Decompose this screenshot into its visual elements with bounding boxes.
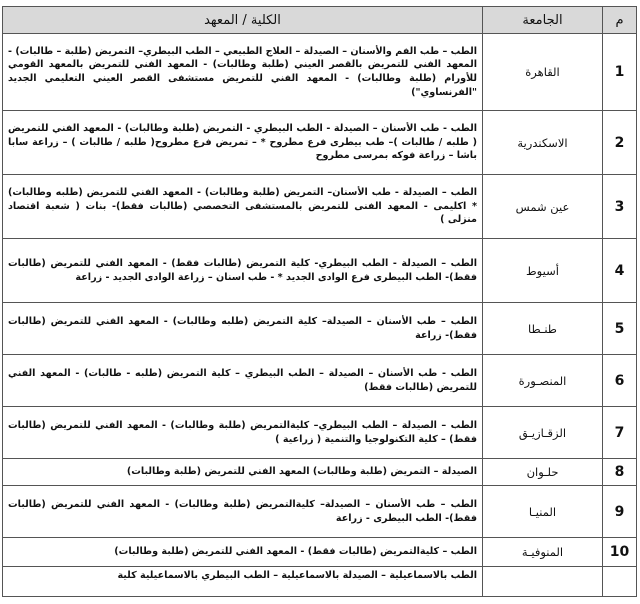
faculty-list: الصيدلة – التمريض (طلبة وطالبات) المعهد الفني للتمريض (طلبة وطالبات) — [3, 459, 483, 486]
table-row — [3, 111, 637, 175]
faculty-list: الطب – الصيدلة - الطب البيطري- كلية التمريض (طالبات فقط) - المعهد الفني للتمريض (طالبات فقط)- الطب البيطرى فرع الوادى الجديد * - طب اسنان – زراعة الوادى الجديد - زراعة — [3, 239, 483, 303]
faculty-list: الطب – طب الأسنان – الصيدلة– كليةالتمريض (طلبة وطالبات) - المعهد الفني للتمريض (طالبات فقط)- الطب البيطرى - زراعة — [3, 486, 483, 538]
university-name: الزقـازيـق — [483, 407, 603, 459]
row-number — [603, 567, 637, 597]
table-row — [3, 303, 637, 355]
faculty-list: الطب – طب الأسنان – الصيدلة– كلية التمريض (طلبه وطالبات) - المعهد الفني للتمريض (طالبات فقط)- زراعة — [3, 303, 483, 355]
table-row — [3, 175, 637, 239]
header-row — [3, 7, 637, 34]
faculty-list: الطب – الصيدلة – الطب البيطري– كليةالتمريض (طلبة وطالبات) - المعهد الفني للتمريض (طالبات فقط) – كلية التكنولوجيا والتنمية ( زراعية ) — [3, 407, 483, 459]
university-name: المنصـورة — [483, 355, 603, 407]
header-num: م — [603, 7, 637, 34]
row-number: 5 — [603, 303, 637, 355]
header-faculties: الكلية / المعهد — [3, 7, 483, 34]
row-number: 7 — [603, 407, 637, 459]
table-row — [3, 34, 637, 111]
university-name: القاهرة — [483, 34, 603, 111]
row-number: 4 — [603, 239, 637, 303]
university-name: الاسكندرية — [483, 111, 603, 175]
faculty-list: الطب – الصيدلة - طب الأسنان– التمريض (طلبة وطالبات) - المعهد الفني للتمريض (طلبه وطالبات) * اكليمى - المعهد الفنى للتمريض بالمستشفى التخصصي (طالبات فقط)- بنات ( شعبة اقتصاد منزلى ) — [3, 175, 483, 239]
row-number: 3 — [603, 175, 637, 239]
faculty-list: الطب بالاسماعيلية – الصيدلة بالاسماعيلية – الطب البيطري بالاسماعيلية كلية — [3, 567, 483, 597]
university-name — [483, 567, 603, 597]
faculty-list: الطب – كليةالتمريض (طالبات فقط) - المعهد الفني للتمريض (طلبة وطالبات) — [3, 538, 483, 567]
row-number: 10 — [603, 538, 637, 567]
table-row — [3, 486, 637, 538]
university-name: حلـوان — [483, 459, 603, 486]
university-name: المنوفيـة — [483, 538, 603, 567]
row-number: 2 — [603, 111, 637, 175]
university-name: المنيـا — [483, 486, 603, 538]
row-number: 8 — [603, 459, 637, 486]
header-university: الجامعة — [483, 7, 603, 34]
table-row — [3, 459, 637, 486]
table-row — [3, 407, 637, 459]
table-row — [3, 355, 637, 407]
faculty-list: الطب - طب الأسنان – الصيدلة – الطب البيطري – كلية التمريض (طلبه - طالبات) - المعهد الفني للتمريض (طالبات فقط) — [3, 355, 483, 407]
faculty-list: الطب – طب الفم والأسنان – الصيدلة – العلاج الطبيعي – الطب البيطري– التمريض (طلبة – طالبات) - المعهد الفني للتمريض بالقصر العيني (طلبة وطالبات) - المعهد الفني للتمريض بالمعهد القومي للأورام (طلبة وطالبات) - المعهد الفني للتمريض مستشفى القصر العيني التعليمي الجديد "الفرنساوي") — [3, 34, 483, 111]
university-name: عين شمس — [483, 175, 603, 239]
row-number: 6 — [603, 355, 637, 407]
table-row — [3, 239, 637, 303]
university-name: طنـطا — [483, 303, 603, 355]
table-row — [3, 567, 637, 597]
university-name: أسيوط — [483, 239, 603, 303]
table-row — [3, 538, 637, 567]
row-number: 9 — [603, 486, 637, 538]
row-number: 1 — [603, 34, 637, 111]
universities-table — [2, 6, 637, 597]
faculty-list: الطب - طب الأسنان – الصيدلة - الطب البيطري - التمريض (طلبة وطالبات) - المعهد الفني للتمريض ( طلبه / طالبات )– طب بيطرى فرع مطروح * – تمريض فرع مطروح( طلبه / طالبات ) – زراعة سابا باشا – زراعة فوكه بمرسى مطروح — [3, 111, 483, 175]
